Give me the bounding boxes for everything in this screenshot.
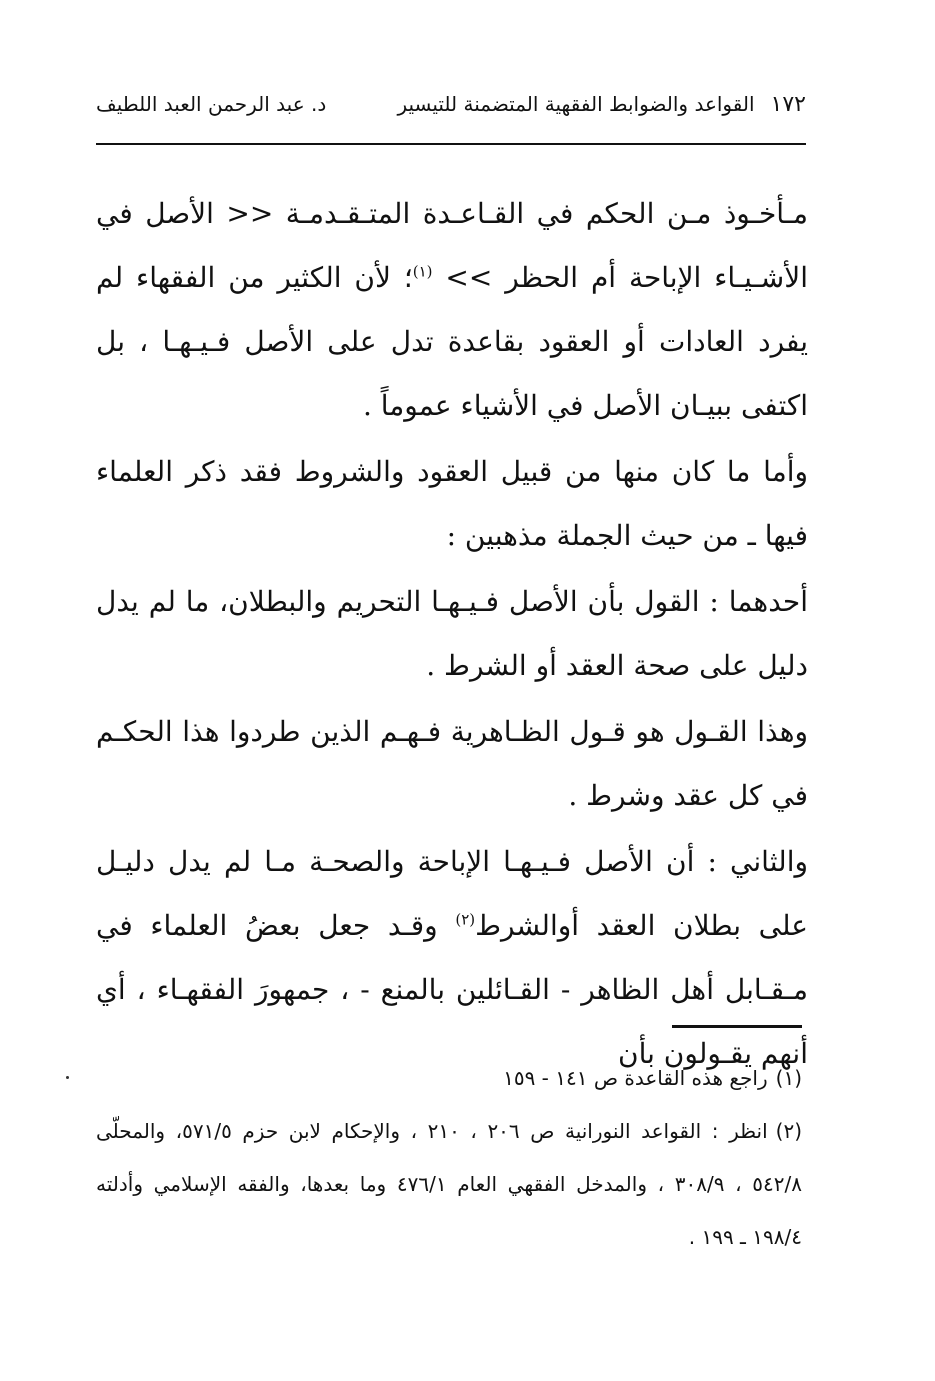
paragraph-2: وأما ما كان منها من قبيل العقود والشروط فقد ذكر العلماء فيها ـ من حيث الجملة مذهبين :: [96, 455, 808, 552]
paragraph-1-text-b: ؛ لأن الكثير من الفقهاء لم يفرد العادات أو العقود بقاعدة تدل على الأصل فـيـهـا ، بل اكتفى ببيـان الأصل في الأشياء عموماً .: [96, 261, 808, 422]
footnote-ref-2: (٢): [455, 910, 476, 929]
page-number: ١٧٢: [770, 92, 806, 117]
paragraph-5-text-b: وقـد جعل بعضُ العلماء في مـقـابل أهل الظاهر - القـائلين بالمنع - ، جمهورَ الفقهـاء ، أي أنهم يقـولون بأن: [96, 909, 808, 1070]
footnote-separator: [672, 1025, 802, 1028]
paragraph-5-text-a: والثاني : أن الأصل فـيـهـا الإباحة والصحـة مـا لم يدل دليـل على بطلان العقد أوالشرط: [96, 845, 808, 942]
paragraph-5: [96, 830, 808, 1086]
running-header: [96, 92, 806, 128]
book-title: القواعد والضوابط الفقهية المتضمنة للتيسير: [397, 92, 755, 116]
header-rule: [96, 143, 806, 145]
footnote-ref-1: (١): [412, 262, 433, 281]
paragraph-1: [96, 182, 808, 438]
footnote-2: [96, 1105, 802, 1264]
footnote-1-text: راجع هذه القاعدة ص ١٤١ - ١٥٩: [503, 1066, 768, 1090]
paragraph-3: أحدهما : القول بأن الأصل فـيـهـا التحريم والبطلان، ما لم يدل دليل على صحة العقد أو الشرط .: [96, 585, 808, 682]
paragraph-1-text-a: مـأخـوذ مـن الحكم في القـاعـدة المتـقـدمـة << الأصل في الأشـيـاء الإباحة أم الحظر >>: [96, 197, 808, 294]
footnotes: [96, 1052, 802, 1264]
paragraph-4: وهذا القـول هو قـول الظـاهرية فـهـم الذين طردوا هذا الحكـم في كل عقد وشرط .: [96, 715, 808, 812]
scan-speck: [66, 1076, 69, 1079]
footnote-2-number: (٢): [775, 1119, 803, 1143]
footnote-1-number: (١): [775, 1066, 802, 1090]
footnote-2-text: انظر : القواعد النورانية ص ٢٠٦ ، ٢١٠ ، والإحكام لابن حزم ٥٧١/٥، والمحلّى ٥٤٢/٨ ، ٣٠٨/٩ ، والمدخل الفقهي العام ٤٧٦/١ وما بعدها، والفقه الإسلامي وأدلته ١٩٨/٤ ـ ١٩٩ .: [96, 1119, 802, 1249]
footnote-1: [96, 1052, 802, 1105]
body-text: [96, 182, 808, 1086]
author-name: د. عبد الرحمن العبد اللطيف: [96, 92, 327, 116]
